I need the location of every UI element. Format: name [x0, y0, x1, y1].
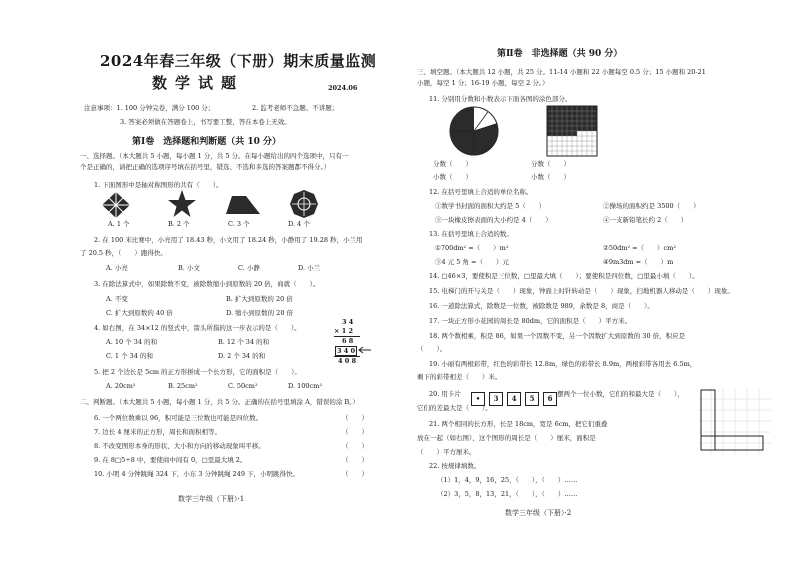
grid-decimal-label: 小数（ ） [531, 173, 570, 181]
question-17: 17. 一块正方形小花园的周长是 80dm，它的面积是（ ）平方米。 [429, 317, 632, 325]
q5-option-b: B. 25cm² [168, 382, 198, 390]
q12-item-2: ②操场的面积约是 3500（ ） [603, 202, 700, 210]
question-19: 19. 小丽有两根彩带，红色的彩带长 12.8m，绿色的彩带长 8.9m，两根彩带各用去 6.5m， [429, 360, 697, 368]
question-16: 16. 一道除法算式，除数是一位数，被除数是 989，余数是 8，商是（ ）。 [429, 302, 654, 310]
part2-title: 第Ⅱ卷 非选择题（共 90 分） [497, 49, 623, 59]
judge-7-paren: （ ） [342, 428, 368, 436]
q1-option-b: B. 2 个 [168, 220, 190, 228]
q13-item-3: ③4 元 5 角 =（ ）元 [435, 258, 509, 266]
question-2: 2. 在 100 米比赛中，小亮用了 18.43 秒，小文用了 18.24 秒，小静用了 19.28 秒，小兰用 [94, 236, 363, 244]
q1-option-c: C. 3 个 [228, 220, 250, 228]
q4-option-a: A. 10 个 34 的和 [106, 338, 158, 346]
q2-option-a: A. 小亮 [106, 264, 128, 272]
part1-title: 第Ⅰ卷 选择题和判断题（共 10 分） [132, 137, 282, 147]
calc-line-2: × 1 2 [334, 327, 354, 335]
circle-fraction-label: 分数（ ） [433, 160, 472, 168]
question-15: 15. 电梯门的开与关是（ ）现象，钟面上时针转动是（ ）现象，扫地机器人移动是（ ）现象。 [429, 287, 734, 295]
judge-8-paren: （ ） [342, 442, 368, 450]
q2-option-c: C. 小静 [238, 264, 260, 272]
question-21-c: （ ）平方厘米。 [417, 448, 476, 456]
q1-option-a: A. 1 个 [108, 220, 130, 228]
exam-title: 2024年春三年级（下册）期末质量监测 [100, 52, 377, 70]
judge-9: 9. 在 8□5÷8 中，要使商中间有 0，□里最大填 2。 [94, 456, 247, 464]
judge-6: 6. 一个两位数乘以 96，积可能是三位数也可能是四位数。 [94, 414, 263, 422]
right-footer: 数学三年级（下册）·2 [505, 509, 572, 517]
question-14: 14. □46×3，要使积是三位数，□里最大填（ ）；要使积是四位数，□里最小填（ ）。 [429, 272, 699, 280]
q2-option-d: D. 小兰 [298, 264, 321, 272]
calc-line-3: 6 8 [342, 337, 354, 345]
judge-9-paren: （ ） [342, 456, 368, 464]
sec2-heading: 二、判断题。（本大题共 5 小题，每小题 1 分，共 5 分。正确的在括号里填涂 A，错误的涂 B。） [80, 398, 359, 406]
judge-7: 7. 边长 4 厘米的正方形，周长和面积相等。 [94, 428, 222, 436]
q3-option-c: C. 扩大到原数的 40 倍 [106, 309, 173, 317]
card-row [471, 386, 561, 406]
right-page [397, 0, 794, 561]
q4-option-d: D. 2 个 34 的和 [218, 352, 266, 360]
left-footer: 数学三年级（下册）·1 [178, 495, 245, 503]
judge-10-paren: （ ） [342, 470, 368, 478]
question-21-b: 放在一起（如右图），这个图形的周长是（ ）厘米，面积是 [417, 434, 596, 442]
q22-row-2: （2）3，5，8，13，21，（ ），（ ）…… [437, 490, 578, 498]
judge-8: 8. 不改变图形本身的形状、大小和方向的移动现象叫平移。 [94, 442, 265, 450]
q13-item-2: ②50dm² =（ ）cm² [603, 244, 676, 252]
question-20-b: 摆两个一位小数，它们的和最大是（ ）， [557, 390, 684, 398]
q5-option-d: D. 100cm² [288, 382, 322, 390]
grid-fraction-label: 分数（ ） [531, 160, 570, 168]
sec3-heading: 三、填空题。（本大题共 12 小题，共 25 分。11-14 小题和 22 小题每空 0.5 分；15 小题和 20-21 [417, 68, 706, 76]
sec1-heading: 一、选择题。（本大题共 5 小题，每小题 1 分，共 5 分。在每小题给出的四个选项中，只有一 [80, 152, 349, 160]
question-5: 5. 把 2 个边长是 5cm 的正方形拼成一个长方形，它的面积是（ ）。 [94, 368, 301, 376]
calc-line-5: 4 0 8 [338, 357, 357, 365]
q1-option-d: D. 4 个 [288, 220, 310, 228]
calc-line-1: 3 4 [342, 318, 354, 326]
q12-item-4: ④一支新铅笔长约 2（ ） [603, 216, 688, 224]
exam-date: 2024.06 [328, 84, 358, 92]
question-3: 3. 在除法算式中，如果除数不变，被除数缩小到原数的 20 倍，商就（ ）。 [94, 280, 320, 288]
circle-decimal-label: 小数（ ） [433, 173, 472, 181]
overlap-rectangles-figure [699, 388, 771, 454]
question-12: 12. 在括号里填上合适的单位名称。 [429, 188, 533, 196]
card-dot: • [471, 392, 485, 406]
q2-option-b: B. 小文 [178, 264, 200, 272]
q5-option-a: A. 20cm² [106, 382, 136, 390]
card-5: 5 [525, 392, 539, 406]
q4-option-c: C. 1 个 34 的和 [106, 352, 153, 360]
notice-3: 3. 答案必须做在答题卷上，书写要工整，答在本卷上无效。 [120, 118, 291, 126]
question-22: 22. 按规律填数。 [429, 462, 481, 470]
sec3-heading-2: 小题，每空 1 分；16-19 小题，每空 2 分。） [417, 79, 549, 87]
arrow-left-icon [358, 346, 372, 354]
notice-2: 2. 监考老师不急题、不讲题； [252, 104, 339, 112]
lattice-shape-icon [102, 192, 136, 220]
question-21: 21. 两个相同的长方形，长是 18cm，宽是 6cm，把它们重叠 [429, 420, 608, 428]
trapezoid-shape-icon [226, 196, 262, 216]
question-20-c: 它们的差最大是（ ）。 [417, 404, 492, 412]
judge-6-paren: （ ） [342, 414, 368, 422]
question-20: 20. 用卡片 [429, 390, 461, 398]
question-13: 13. 在括号里填上合适的数。 [429, 230, 513, 238]
star-shape-icon [168, 190, 196, 218]
q12-item-3: ③一块橡皮擦表面的大小约是 4（ ） [435, 216, 552, 224]
q13-item-4: ④9m3dm =（ ）m [603, 258, 674, 266]
question-18: 18. 两个数相乘，积是 86，如果一个因数不变，另一个因数扩大到原数的 30 倍，积应是 [429, 332, 686, 340]
card-6: 6 [543, 392, 557, 406]
question-2-cont: 了 20.5 秒，（ ）跑得快。 [80, 249, 167, 257]
q13-item-1: ①700dm² =（ ）m² [435, 244, 509, 252]
subject-title: 数学试题 [152, 74, 245, 92]
question-1: 1. 下面图形中是轴对称图形的共有（ ）。 [94, 181, 223, 189]
flower-shape-icon [290, 190, 318, 218]
notice-1: 注意事项：1. 100 分钟完卷，满分 100 分； [84, 104, 215, 112]
calc-line-4: 3 4 0 [337, 347, 356, 355]
q12-item-1: ①数学书封面的面积大约是 5（ ） [435, 202, 546, 210]
shaded-grid-figure [547, 106, 597, 156]
sec1-heading-2: 个是正确的，请把正确的选项序号填在括号里，错选、不选和多选的答案题都不得分。） [80, 163, 331, 171]
q3-option-d: D. 缩小到原数的 20 倍 [226, 309, 294, 317]
question-4: 4. 如右图，在 34×12 的竖式中，箭头所指的这一步表示的是（ ）。 [94, 324, 301, 332]
q3-option-a: A. 不变 [106, 295, 128, 303]
judge-10: 10. 小明 4 分钟跳绳 324 下，小东 3 分钟跳绳 249 下，小明跳得快。 [94, 470, 300, 478]
shaded-circle-figure [449, 106, 499, 156]
question-19-cont: 剩下的彩带相差（ ）米。 [417, 373, 502, 381]
q3-option-b: B. 扩大到原数的 20 倍 [226, 295, 293, 303]
q4-option-b: B. 12 个 34 的和 [218, 338, 270, 346]
q22-row-1: （1）1，4，9，16，25，（ ），（ ）…… [437, 476, 578, 484]
q5-option-c: C. 50cm² [228, 382, 258, 390]
question-11: 11. 分别用分数和小数表示下面各图的涂色部分。 [429, 95, 572, 103]
question-18-cont: （ ）。 [417, 345, 447, 353]
card-3: 3 [489, 392, 503, 406]
card-4: 4 [507, 392, 521, 406]
